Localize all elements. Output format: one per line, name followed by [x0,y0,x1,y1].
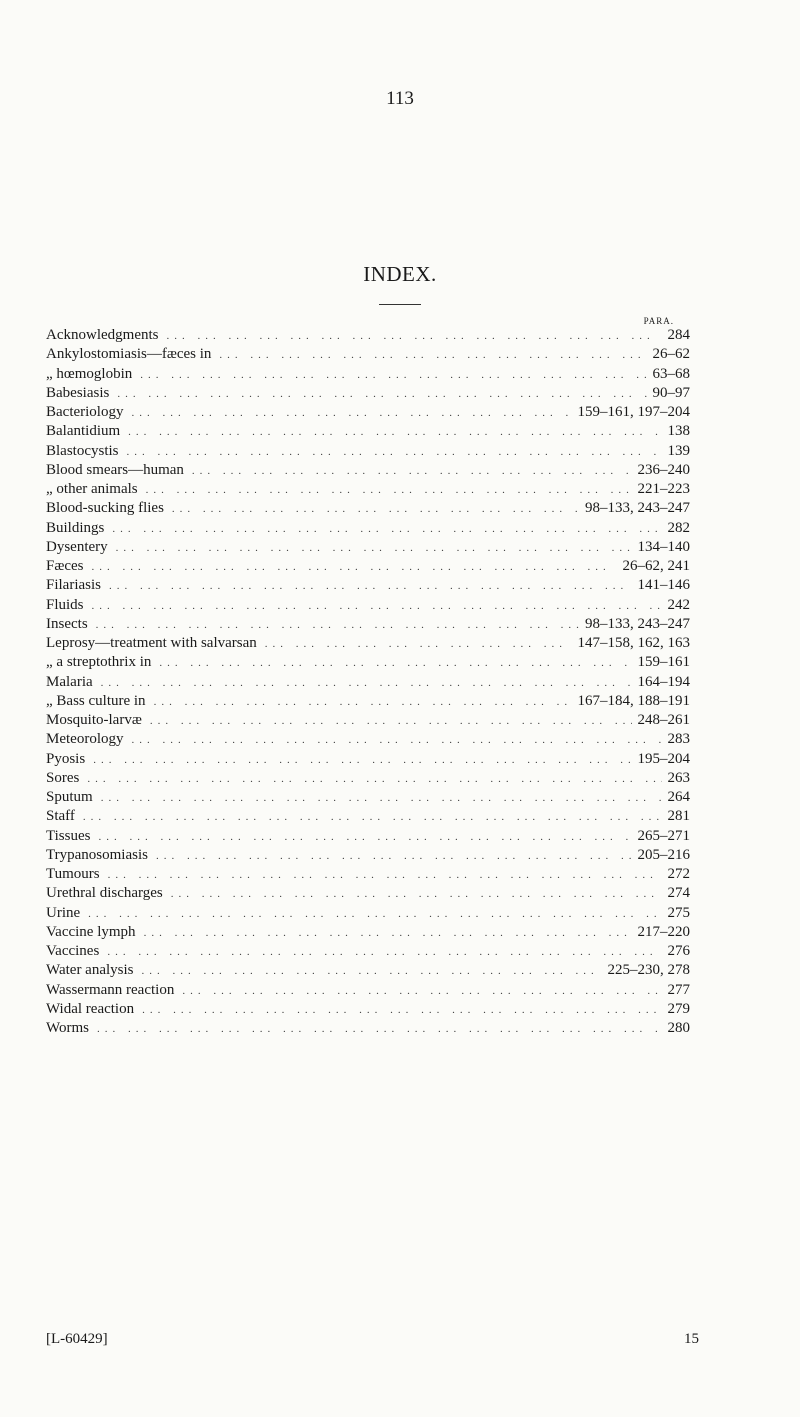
entry-paragraphs: 263 [667,769,690,786]
entry-term: Malaria [46,673,93,690]
index-entry [46,481,690,500]
entry-term: „ other animals [46,481,138,497]
index-entry [46,443,690,462]
index-entry [46,462,690,481]
entry-term: Ankylostomiasis—fæces in [46,346,212,363]
index-entry [46,597,690,616]
index-entry [46,885,690,904]
index-entry [46,905,690,924]
dot-leader [172,503,579,515]
index-entry [46,808,690,827]
dot-leader [127,446,662,458]
dot-leader [117,388,646,400]
index-entry [46,943,690,962]
index-title: INDEX. [363,262,437,286]
index-entry [46,962,690,981]
entry-term: Fluids [46,596,84,613]
entry-paragraphs: 134–140 [637,538,690,555]
entry-paragraphs: 138 [667,423,690,440]
index-entry [46,674,690,693]
dot-leader [219,349,646,361]
dot-leader [88,908,661,920]
dot-leader [171,888,662,900]
entry-term: Mosquito-larvæ [46,712,142,728]
entry-term: „ a streptothrix in [46,654,152,671]
dot-leader [140,369,646,381]
entry-term: Balantidium [46,423,121,440]
entry-term: Bacteriology [46,404,124,420]
index-entry [46,327,690,346]
index-entry [46,1001,690,1020]
dot-leader [101,792,662,804]
dot-leader [150,715,632,727]
dot-leader [92,600,662,612]
entry-paragraphs: 26–62 [652,346,690,363]
index-entry [46,539,690,558]
entry-paragraphs: 167–184, 188–191 [577,692,690,709]
entry-paragraphs: 242 [667,596,690,613]
entry-term: Leprosy—treatment with salvarsan [46,635,257,651]
index-entry [46,866,690,885]
entry-term: Water analysis [46,962,134,979]
index-entry [46,616,690,635]
index-entry [46,635,690,654]
dot-leader [101,677,632,689]
index-entry [46,654,690,673]
entry-paragraphs: 195–204 [637,750,690,767]
dot-leader [182,985,661,997]
dot-leader [265,638,572,650]
index-entry [46,577,690,596]
entry-paragraphs: 274 [667,885,690,902]
entry-term: Tumours [46,866,100,882]
dot-leader [92,561,617,573]
entry-paragraphs: 98–133, 243–247 [585,500,690,517]
entry-paragraphs: 26–62, 241 [622,558,690,574]
index-entry [46,423,690,442]
dot-leader [142,1004,661,1016]
entry-term: Blood smears—human [46,461,184,478]
dot-leader [156,850,632,862]
entry-term: Vaccine lymph [46,923,136,940]
entry-paragraphs: 63–68 [652,365,690,382]
index-entry [46,693,690,712]
entry-term: Staff [46,808,75,825]
entry-term: Pyosis [46,750,86,767]
title-rule [379,304,421,305]
entry-paragraphs: 147–158, 162, 163 [577,635,690,651]
entry-term: „ hœmoglobin [46,365,133,382]
page-number: 113 [386,88,414,109]
entry-paragraphs: 217–220 [637,923,690,940]
dot-leader [93,754,631,766]
index-entry [46,924,690,943]
entry-paragraphs: 141–146 [637,577,690,594]
dot-leader [108,869,662,881]
para-column-header: PARA. [643,316,674,326]
index-entry [46,982,690,1001]
dot-leader [192,465,632,477]
entry-term: Widal reaction [46,1000,135,1017]
index-entry [46,366,690,385]
entry-paragraphs: 281 [667,808,690,825]
dot-leader [131,734,661,746]
entry-term: Blastocystis [46,442,119,459]
entry-term: Babesiasis [46,384,110,401]
dot-leader [112,523,661,535]
entry-term: Filariasis [46,577,101,594]
entry-term: Sputum [46,789,93,805]
index-entry [46,346,690,365]
entry-paragraphs: 279 [667,1000,690,1017]
entry-paragraphs: 282 [667,519,690,536]
index-entry [46,847,690,866]
entry-paragraphs: 159–161, 197–204 [577,404,690,420]
entry-paragraphs: 280 [667,1020,690,1036]
entry-term: Tissues [46,827,91,844]
dot-leader [83,811,662,823]
index-entry [46,404,690,423]
entry-term: Wassermann reaction [46,981,175,998]
index-entry [46,558,690,577]
dot-leader [131,407,571,419]
index-entry [46,712,690,731]
entry-paragraphs: 248–261 [637,712,690,728]
entry-paragraphs: 277 [667,981,690,998]
entry-term: Fæces [46,558,84,574]
index-entry [46,500,690,519]
footer-print-code: [L-60429] [46,1331,108,1347]
entry-paragraphs: 90–97 [652,384,690,401]
dot-leader [159,657,631,669]
dot-leader [96,619,579,631]
entry-paragraphs: 272 [667,866,690,882]
entry-term: Dysentery [46,538,108,555]
dot-leader [166,330,661,342]
entry-paragraphs: 284 [667,327,690,343]
index-entry [46,770,690,789]
entry-term: Insects [46,615,88,632]
dot-leader [109,580,632,592]
entry-paragraphs: 225–230, 278 [607,962,690,979]
dot-leader [107,946,661,958]
entry-paragraphs: 236–240 [637,461,690,478]
entry-term: Buildings [46,519,105,536]
entry-term: Urethral discharges [46,885,163,902]
index-entry [46,1020,690,1039]
entry-term: Worms [46,1020,89,1036]
index-entry [46,751,690,770]
entry-paragraphs: 98–133, 243–247 [585,615,690,632]
index-entry [46,731,690,750]
entry-term: Urine [46,904,81,921]
entry-term: „ Bass culture in [46,692,146,709]
index-entry [46,385,690,404]
entry-term: Meteorology [46,731,124,748]
index-entries [46,327,690,1039]
entry-paragraphs: 159–161 [637,654,690,671]
dot-leader [97,1023,662,1035]
entry-paragraphs: 205–216 [637,846,690,863]
entry-term: Sores [46,769,80,786]
entry-paragraphs: 275 [667,904,690,921]
entry-term: Trypanosomiasis [46,846,148,863]
entry-term: Acknowledgments [46,327,159,343]
footer-signature-mark: 15 [684,1331,699,1347]
dot-leader [87,773,661,785]
dot-leader [154,696,572,708]
entry-paragraphs: 264 [667,789,690,805]
entry-paragraphs: 221–223 [637,481,690,497]
dot-leader [116,542,632,554]
dot-leader [128,426,661,438]
index-entry [46,789,690,808]
entry-paragraphs: 265–271 [637,827,690,844]
dot-leader [146,484,632,496]
entry-paragraphs: 164–194 [637,673,690,690]
dot-leader [98,831,631,843]
entry-term: Vaccines [46,943,100,959]
index-entry [46,828,690,847]
dot-leader [144,927,632,939]
index-entry [46,520,690,539]
entry-paragraphs: 276 [667,943,690,959]
entry-term: Blood-sucking flies [46,500,164,517]
entry-paragraphs: 139 [667,442,690,459]
dot-leader [142,965,602,977]
entry-paragraphs: 283 [667,731,690,748]
